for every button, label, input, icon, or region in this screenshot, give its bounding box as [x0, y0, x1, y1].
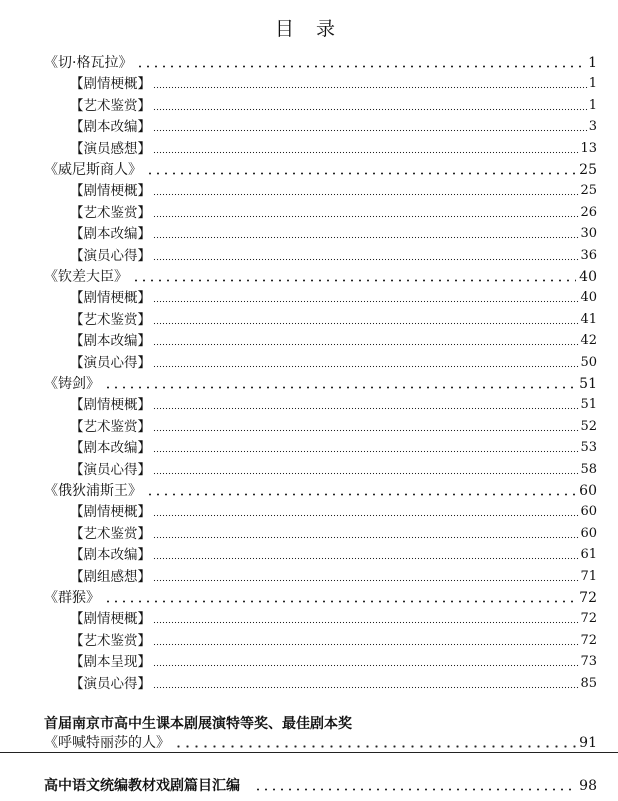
toc-entry-page: 72: [579, 590, 597, 606]
toc-entry-page: 36: [580, 248, 597, 263]
dot-leader: [153, 557, 579, 560]
dot-leader: [153, 215, 579, 218]
toc-subsection-entry[interactable]: [0, 95, 618, 115]
toc-subsection-entry[interactable]: [0, 352, 618, 372]
toc-section-entry[interactable]: [0, 587, 618, 607]
toc-entry-page: 51: [579, 376, 597, 392]
toc-entry-page: 30: [580, 226, 597, 241]
toc-subsection-entry[interactable]: [0, 394, 618, 414]
toc-entry-title: 《切·格瓦拉》: [44, 55, 133, 71]
toc-entry-page: 3: [588, 119, 597, 134]
toc-section-entry[interactable]: [0, 266, 618, 286]
toc-entry-title: 【剧本改编】: [70, 333, 151, 349]
toc-entry-page: 73: [580, 654, 597, 669]
toc-entry-title: 《铸剑》: [44, 376, 100, 392]
dot-leader: [153, 686, 579, 689]
toc-entry-title: 《钦差大臣》: [44, 269, 128, 285]
toc-entry-page: 1: [588, 76, 597, 91]
toc-entry-page: 60: [580, 526, 597, 541]
toc-subsection-entry[interactable]: [0, 673, 618, 693]
dot-leader: [153, 258, 579, 261]
toc-entry-page: 71: [580, 569, 597, 584]
toc-subsection-entry[interactable]: [0, 523, 618, 543]
toc-entry-title: 【艺术鉴赏】: [70, 312, 151, 328]
toc-entry-page: 1: [588, 98, 597, 113]
dot-leader: [174, 745, 576, 748]
toc-entry-award[interactable]: [0, 733, 618, 753]
dot-leader: [104, 386, 576, 389]
toc-subsection-entry[interactable]: [0, 651, 618, 671]
toc-entry-page: 51: [580, 397, 597, 412]
toc-entry-final[interactable]: [0, 775, 618, 795]
toc-entry-title: 【剧情梗概】: [70, 504, 151, 520]
dot-leader: [146, 172, 576, 175]
toc-subsection-entry[interactable]: [0, 630, 618, 650]
toc-subsection-entry[interactable]: [0, 330, 618, 350]
dot-leader: [153, 514, 579, 517]
toc-entry-page: 85: [580, 676, 597, 691]
toc-entry-title: 【剧本改编】: [70, 440, 151, 456]
dot-leader: [153, 343, 579, 346]
toc-section-entry[interactable]: [0, 159, 618, 179]
toc-entry-title: 【艺术鉴赏】: [70, 419, 151, 435]
toc-entry-page: 25: [580, 183, 597, 198]
dot-leader: [153, 472, 579, 475]
toc-section-entry[interactable]: [0, 480, 618, 500]
toc-entry-page: 53: [580, 440, 597, 455]
dot-leader: [153, 151, 579, 154]
toc-entry-title: 【艺术鉴赏】: [70, 633, 151, 649]
toc-subsection-entry[interactable]: [0, 566, 618, 586]
dot-leader: [153, 86, 588, 89]
toc-subsection-entry[interactable]: [0, 138, 618, 158]
toc-subsection-entry[interactable]: [0, 202, 618, 222]
dot-leader: [153, 365, 579, 368]
dot-leader: [153, 429, 579, 432]
toc-entry-title: 《俄狄浦斯王》: [44, 483, 142, 499]
toc-entry-page: 60: [580, 504, 597, 519]
toc-entry-page: 72: [580, 611, 597, 626]
toc-entry-title: 《群猴》: [44, 590, 100, 606]
toc-subsection-entry[interactable]: [0, 501, 618, 521]
dot-leader: [153, 536, 579, 539]
toc-entry-title: 【剧组感想】: [70, 569, 151, 585]
toc-entry-page: 42: [580, 333, 597, 348]
toc-title: 目 录: [274, 18, 344, 40]
toc-subsection-entry[interactable]: [0, 245, 618, 265]
dot-leader: [104, 600, 576, 603]
toc-entry-title: 【艺术鉴赏】: [70, 526, 151, 542]
toc-subsection-entry[interactable]: [0, 608, 618, 628]
toc-entry-page: 1: [588, 55, 597, 71]
toc-entry-page: 40: [580, 290, 597, 305]
toc-section-entry[interactable]: [0, 52, 618, 72]
toc-subsection-entry[interactable]: [0, 73, 618, 93]
toc-entry-title: 【剧本改编】: [70, 226, 151, 242]
toc-entry-title: 【演员感想】: [70, 141, 151, 157]
toc-subsection-entry[interactable]: [0, 309, 618, 329]
dot-leader: [153, 108, 588, 111]
toc-entry-title: 《呼喊特丽莎的人》: [44, 735, 170, 751]
toc-section-entry[interactable]: [0, 373, 618, 393]
toc-entry-page: 61: [580, 547, 597, 562]
toc-entry-title: 【剧本呈现】: [70, 654, 151, 670]
toc-entry-page: 50: [580, 355, 597, 370]
toc-entry-title: 【艺术鉴赏】: [70, 98, 151, 114]
toc-entry-page: 98: [579, 778, 597, 794]
toc-entry-title: 【剧情梗概】: [70, 397, 151, 413]
toc-subsection-entry[interactable]: [0, 459, 618, 479]
dot-leader: [136, 65, 585, 68]
toc-entry-page: 52: [580, 419, 597, 434]
toc-subsection-entry[interactable]: [0, 180, 618, 200]
dot-leader: [146, 493, 576, 496]
dot-leader: [132, 279, 576, 282]
toc-entry-title: 【剧本改编】: [70, 119, 151, 135]
toc-entry-title: 高中语文统编教材戏剧篇目汇编: [44, 778, 240, 794]
dot-leader: [153, 579, 579, 582]
toc-entry-page: 60: [579, 483, 597, 499]
toc-entry-page: 91: [579, 735, 597, 751]
dot-leader: [153, 129, 588, 132]
dot-leader: [254, 788, 576, 791]
toc-entry-page: 26: [580, 205, 597, 220]
dot-leader: [153, 664, 579, 667]
toc-entry-page: 13: [580, 141, 597, 156]
toc-entry-page: 72: [580, 633, 597, 648]
toc-entry-page: 41: [580, 312, 597, 327]
toc-entry-title: 【剧本改编】: [70, 547, 151, 563]
toc-subsection-entry[interactable]: [0, 416, 618, 436]
toc-subsection-entry[interactable]: [0, 544, 618, 564]
toc-subsection-entry[interactable]: [0, 116, 618, 136]
toc-subsection-entry[interactable]: [0, 287, 618, 307]
toc-entry-title: 【剧情梗概】: [70, 611, 151, 627]
toc-entry-page: 58: [580, 462, 597, 477]
toc-subsection-entry[interactable]: [0, 223, 618, 243]
toc-entry-title: 《威尼斯商人》: [44, 162, 142, 178]
dot-leader: [153, 300, 579, 303]
toc-entry-title: 【艺术鉴赏】: [70, 205, 151, 221]
toc-entry-title: 【剧情梗概】: [70, 183, 151, 199]
award-heading: 首届南京市高中生课本剧展演特等奖、最佳剧本奖: [44, 716, 352, 732]
dot-leader: [153, 621, 579, 624]
toc-entry-page: 40: [579, 269, 597, 285]
toc-entry-title: 【演员心得】: [70, 355, 151, 371]
dot-leader: [153, 193, 579, 196]
toc-entry-title: 【演员心得】: [70, 676, 151, 692]
toc-entry-title: 【演员心得】: [70, 462, 151, 478]
dot-leader: [153, 236, 579, 239]
dot-leader: [153, 643, 579, 646]
toc-entry-title: 【剧情梗概】: [70, 290, 151, 306]
dot-leader: [153, 450, 579, 453]
toc-entry-title: 【剧情梗概】: [70, 76, 151, 92]
dot-leader: [153, 322, 579, 325]
toc-entry-title: 【演员心得】: [70, 248, 151, 264]
dot-leader: [153, 407, 579, 410]
toc-entry-page: 25: [579, 162, 597, 178]
toc-subsection-entry[interactable]: [0, 437, 618, 457]
